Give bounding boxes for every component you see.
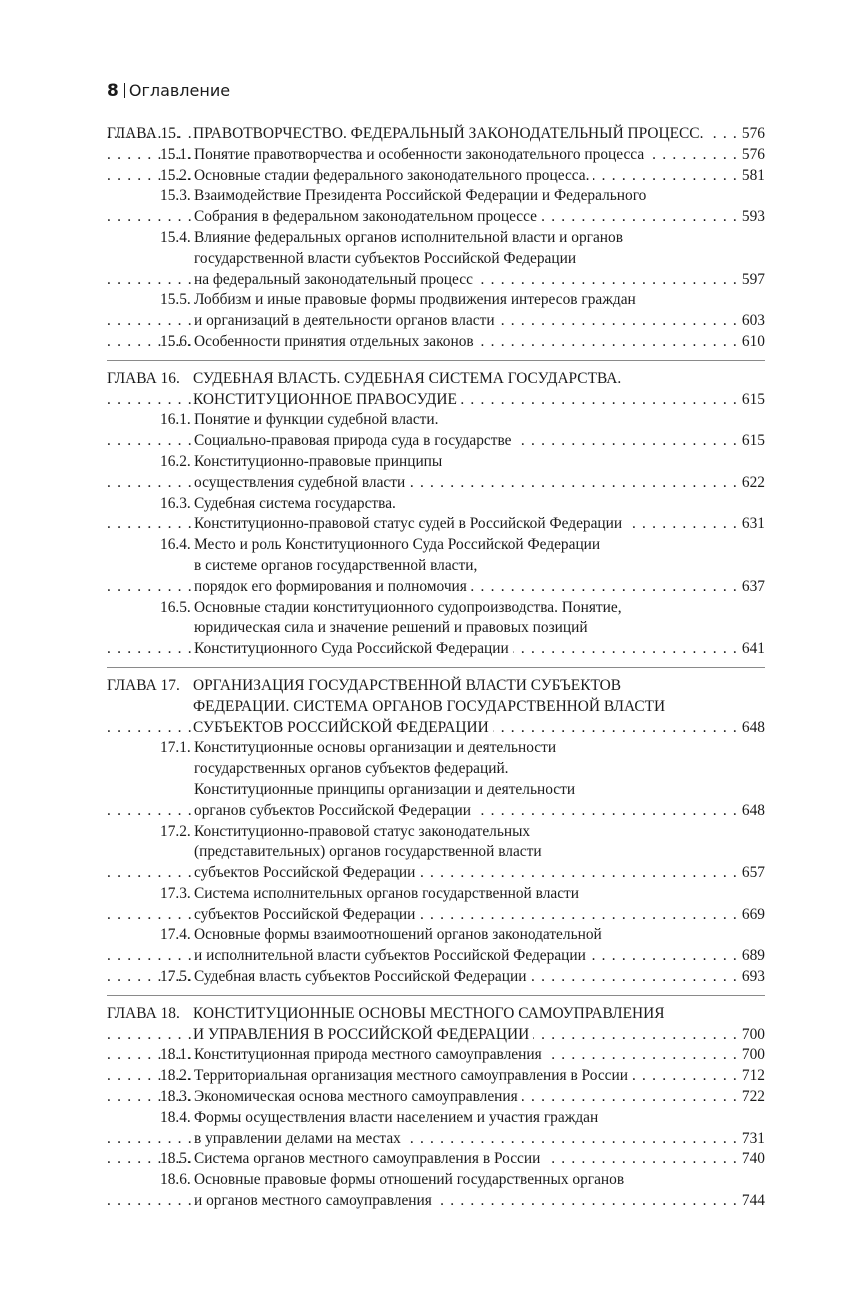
chapter-title: СУДЕБНАЯ ВЛАСТЬ. СУДЕБНАЯ СИСТЕМА ГОСУДАРСТВА. [193,370,625,387]
section-title: осуществления судебной власти [194,474,409,491]
section-entry [107,494,765,536]
section-number: 15.2. [160,166,191,184]
chapter-line [107,1004,765,1025]
section-number: 15.4. [160,228,191,246]
section-line [107,842,765,863]
section-number: 16.5. [160,598,191,616]
section-number: 17.5. [160,968,191,986]
section-line [107,738,765,759]
section-line [107,884,765,905]
section-line [107,207,765,228]
section-line [107,290,765,311]
section-line [107,905,765,926]
section-entry [107,1087,765,1108]
section-page: 712 [737,1066,765,1087]
section-title: на федеральный законодательный процесс [194,271,477,288]
section-page: 740 [737,1149,765,1170]
chapter-line [107,676,765,697]
section-title: (представительных) органов государственной власти [194,843,546,860]
chapter-entry [107,124,765,353]
section-line [107,473,765,494]
section-title: Основные стадии федерального законодательного процесса. [194,167,593,184]
section-entry [107,967,765,988]
section-page: 593 [737,207,765,228]
section-page: 615 [737,431,765,452]
section-title: и организаций в деятельности органов власти [194,312,499,329]
section-line [107,494,765,515]
section-page: 744 [737,1191,765,1212]
section-line [107,1191,765,1212]
chapter-entry [107,1004,765,1212]
table-of-contents [107,124,765,1212]
section-page: 648 [737,801,765,822]
section-line [107,639,765,660]
section-title: Система органов местного самоуправления в России [194,1150,544,1167]
section-line [107,618,765,639]
section-page: 610 [737,332,765,353]
section-number: 15.1. [160,145,191,163]
section-entry [107,186,765,228]
section-number: 17.1. [160,739,191,757]
section-page: 722 [737,1087,765,1108]
chapter-divider [107,995,765,996]
section-title: Конституционно-правовые принципы [194,453,446,470]
section-title: Место и роль Конституционного Суда Российской Федерации [194,536,604,553]
chapter-title: ПРАВОТВОРЧЕСТВО. ФЕДЕРАЛЬНЫЙ ЗАКОНОДАТЕЛЬНЫЙ ПРОЦЕСС. [193,125,707,142]
section-title: юридическая сила и значение решений и правовых позиций [194,619,592,636]
chapter-page: 700 [737,1025,765,1046]
section-title: Собрания в федеральном законодательном процессе [194,208,541,225]
chapter-title: ОРГАНИЗАЦИЯ ГОСУДАРСТВЕННОЙ ВЛАСТИ СУБЪЕКТОВ [193,677,625,694]
section-title: Конституционные принципы организации и деятельности [194,781,579,798]
chapter-divider [107,360,765,361]
section-title: Территориальная организация местного самоуправления в России [194,1067,632,1084]
section-title: Экономическая основа местного самоуправления [194,1088,522,1105]
section-number: 18.3. [160,1088,191,1106]
section-title: в управлении делами на местах [194,1130,405,1147]
section-title: Формы осуществления власти населением и участия граждан [194,1109,602,1126]
chapter-line [107,124,765,145]
section-title: порядок его формирования и полномочия [194,578,471,595]
chapter-title: КОНСТИТУЦИОННЫЕ ОСНОВЫ МЕСТНОГО САМОУПРАВЛЕНИЯ [193,1005,669,1022]
section-line [107,186,765,207]
section-number: 18.5. [160,1150,191,1168]
section-page: 581 [737,166,765,187]
section-line [107,228,765,249]
section-title: Оглавление [128,81,231,100]
chapter-title: КОНСТИТУЦИОННОЕ ПРАВОСУДИЕ [193,391,461,408]
chapter-line [107,390,765,411]
section-page: 631 [737,514,765,535]
section-title: Конституционные основы организации и деятельности [194,739,560,756]
section-entry [107,884,765,926]
section-line [107,1149,765,1170]
section-number: 16.1. [160,411,191,429]
section-title: Лоббизм и иные правовые формы продвижения интересов граждан [194,291,640,308]
section-title: и исполнительной власти субъектов Российской Федерации [194,947,590,964]
section-title: Система исполнительных органов государственной власти [194,885,583,902]
section-entry [107,925,765,967]
chapter-entry [107,369,765,660]
section-entry [107,598,765,660]
section-title: Влияние федеральных органов исполнительной власти и органов [194,229,627,246]
section-entry [107,738,765,821]
section-line [107,598,765,619]
section-line [107,166,765,187]
section-page: 700 [737,1045,765,1066]
section-page: 641 [737,639,765,660]
section-entry [107,1170,765,1212]
section-entry [107,822,765,884]
section-line [107,863,765,884]
section-page: 622 [737,473,765,494]
section-page: 731 [737,1129,765,1150]
section-line [107,249,765,270]
section-title: Понятие и функции судебной власти. [194,411,442,428]
chapter-line [107,1025,765,1046]
section-line [107,145,765,166]
section-line [107,270,765,291]
section-title: государственных органов субъектов федераций. [194,760,513,777]
section-line [107,801,765,822]
section-line [107,967,765,988]
section-entry [107,535,765,597]
section-line [107,556,765,577]
chapter-page: 648 [737,718,765,739]
section-title: Конституционно-правовой статус судей в Российской Федерации [194,515,626,532]
section-line [107,311,765,332]
section-title: Социально-правовая природа суда в государстве [194,432,515,449]
section-title: Основные правовые формы отношений государственных органов [194,1171,628,1188]
section-entry [107,228,765,290]
section-number: 15.3. [160,187,191,205]
section-title: в системе органов государственной власти, [194,557,481,574]
section-line [107,1129,765,1150]
section-title: Конституционного Суда Российской Федерации [194,640,513,657]
section-title: Основные стадии конституционного судопроизводства. Понятие, [194,599,626,616]
section-title: Понятие правотворчества и особенности законодательного процесса [194,146,648,163]
running-head [107,80,230,102]
section-line [107,1066,765,1087]
section-page: 597 [737,270,765,291]
page-number: 8 [107,81,119,101]
section-title: субъектов Российской Федерации [194,864,419,881]
section-page: 657 [737,863,765,884]
section-number: 18.4. [160,1108,191,1126]
section-number: 18.1. [160,1046,191,1064]
chapter-page: 576 [737,124,765,145]
chapter-title: ФЕДЕРАЦИИ. СИСТЕМА ОРГАНОВ ГОСУДАРСТВЕННОЙ ВЛАСТИ [193,698,669,715]
section-number: 17.3. [160,884,191,902]
section-line [107,332,765,353]
chapter-number: ГЛАВА 16. [107,369,180,387]
section-entry [107,166,765,187]
section-entry [107,410,765,452]
chapter-title: И УПРАВЛЕНИЯ В РОССИЙСКОЙ ФЕДЕРАЦИИ [193,1026,533,1043]
chapter-entry [107,676,765,988]
section-entry [107,145,765,166]
section-line [107,946,765,967]
section-line [107,577,765,598]
section-entry [107,1108,765,1150]
section-entry [107,332,765,353]
section-title: Основные формы взаимоотношений органов законодательной [194,926,606,943]
chapter-divider [107,667,765,668]
section-title: органов субъектов Российской Федерации [194,802,475,819]
section-line [107,1087,765,1108]
section-title: и органов местного самоуправления [194,1192,436,1209]
section-entry [107,1066,765,1087]
section-number: 16.3. [160,494,191,512]
section-line [107,452,765,473]
chapter-line [107,718,765,739]
section-line [107,925,765,946]
section-title: субъектов Российской Федерации [194,906,419,923]
chapter-line [107,369,765,390]
section-title: Конституционно-правовой статус законодательных [194,823,534,840]
section-page: 637 [737,577,765,598]
section-line [107,410,765,431]
section-line [107,1045,765,1066]
section-number: 18.6. [160,1171,191,1189]
section-page: 669 [737,905,765,926]
section-title: государственной власти субъектов Российской Федерации [194,250,580,267]
section-line [107,1108,765,1129]
section-title: Судебная система государства. [194,495,400,512]
section-title: Конституционная природа местного самоуправления [194,1046,546,1063]
section-line [107,514,765,535]
section-number: 16.2. [160,452,191,470]
section-line [107,535,765,556]
section-line [107,759,765,780]
section-number: 17.4. [160,926,191,944]
section-line [107,822,765,843]
section-entry [107,1045,765,1066]
section-number: 15.5. [160,291,191,309]
chapter-line [107,697,765,718]
section-title: Особенности принятия отдельных законов [194,333,478,350]
section-line [107,780,765,801]
section-number: 17.2. [160,822,191,840]
section-number: 15.6. [160,332,191,350]
section-number: 18.2. [160,1067,191,1085]
section-page: 689 [737,946,765,967]
chapter-title: СУБЪЕКТОВ РОССИЙСКОЙ ФЕДЕРАЦИИ [193,719,493,736]
section-page: 693 [737,967,765,988]
section-page: 576 [737,145,765,166]
chapter-number: ГЛАВА 15. [107,125,180,142]
chapter-page: 615 [737,390,765,411]
section-line [107,431,765,452]
section-line [107,1170,765,1191]
section-entry [107,1149,765,1170]
chapter-number: ГЛАВА 18. [107,1004,180,1022]
section-number: 16.4. [160,536,191,554]
section-entry [107,290,765,332]
chapter-number: ГЛАВА 17. [107,676,180,694]
section-title: Судебная власть субъектов Российской Федерации [194,968,530,985]
section-title: Взаимодействие Президента Российской Федерации и Федерального [194,187,650,204]
section-entry [107,452,765,494]
section-page: 603 [737,311,765,332]
header-divider [124,83,125,98]
